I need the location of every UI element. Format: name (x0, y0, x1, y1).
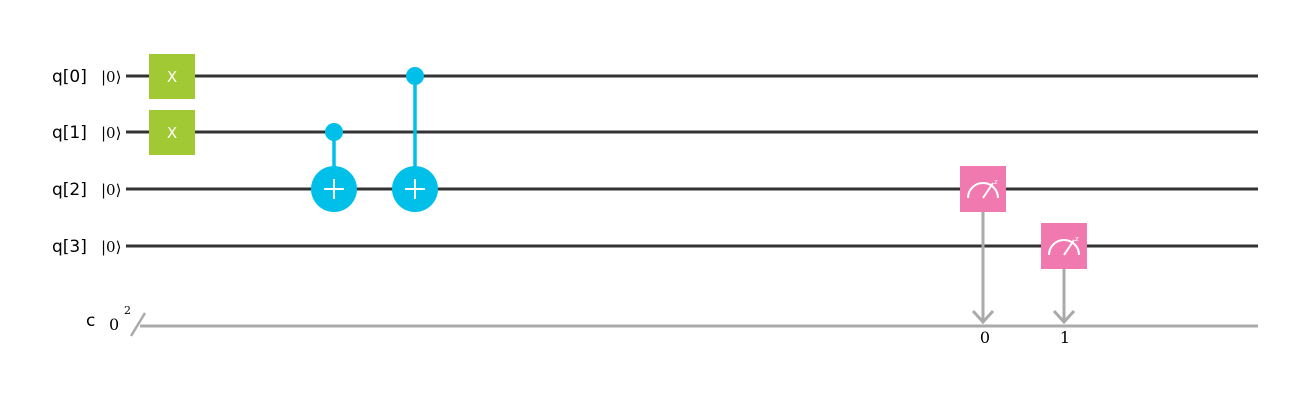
cnot-control-dot (325, 123, 343, 141)
qubit-init-0: |0⟩ (101, 68, 122, 86)
classical-init: 0 (109, 315, 120, 334)
cbit-label-0: 0 (979, 328, 991, 347)
qubit-init-1: |0⟩ (101, 124, 122, 142)
qubit-label-2: q[2] (52, 180, 87, 200)
x-gate-label: X (166, 124, 178, 142)
qubit-label-1: q[1] (52, 123, 87, 143)
cnot-control-dot (406, 67, 424, 85)
measure-basis: z (1075, 235, 1079, 243)
cnot-gate-q1-q2[interactable] (311, 123, 357, 212)
classical-label: c (86, 311, 96, 331)
measure-gate-q3[interactable] (1041, 223, 1087, 322)
qubit-label-3: q[3] (52, 237, 87, 257)
measure-basis: z (994, 178, 998, 186)
measure-gate-q2[interactable] (960, 166, 1006, 322)
qubit-init-3: |0⟩ (101, 238, 122, 256)
cbit-label-1: 1 (1059, 328, 1071, 347)
cnot-gate-q0-q2[interactable] (392, 67, 438, 212)
x-gate-q0[interactable] (149, 54, 195, 99)
x-gate-label: X (166, 68, 178, 86)
x-gate-q1[interactable] (149, 110, 195, 155)
qubit-label-0: q[0] (52, 67, 87, 87)
classical-width: 2 (124, 304, 131, 317)
qubit-init-2: |0⟩ (101, 181, 122, 199)
